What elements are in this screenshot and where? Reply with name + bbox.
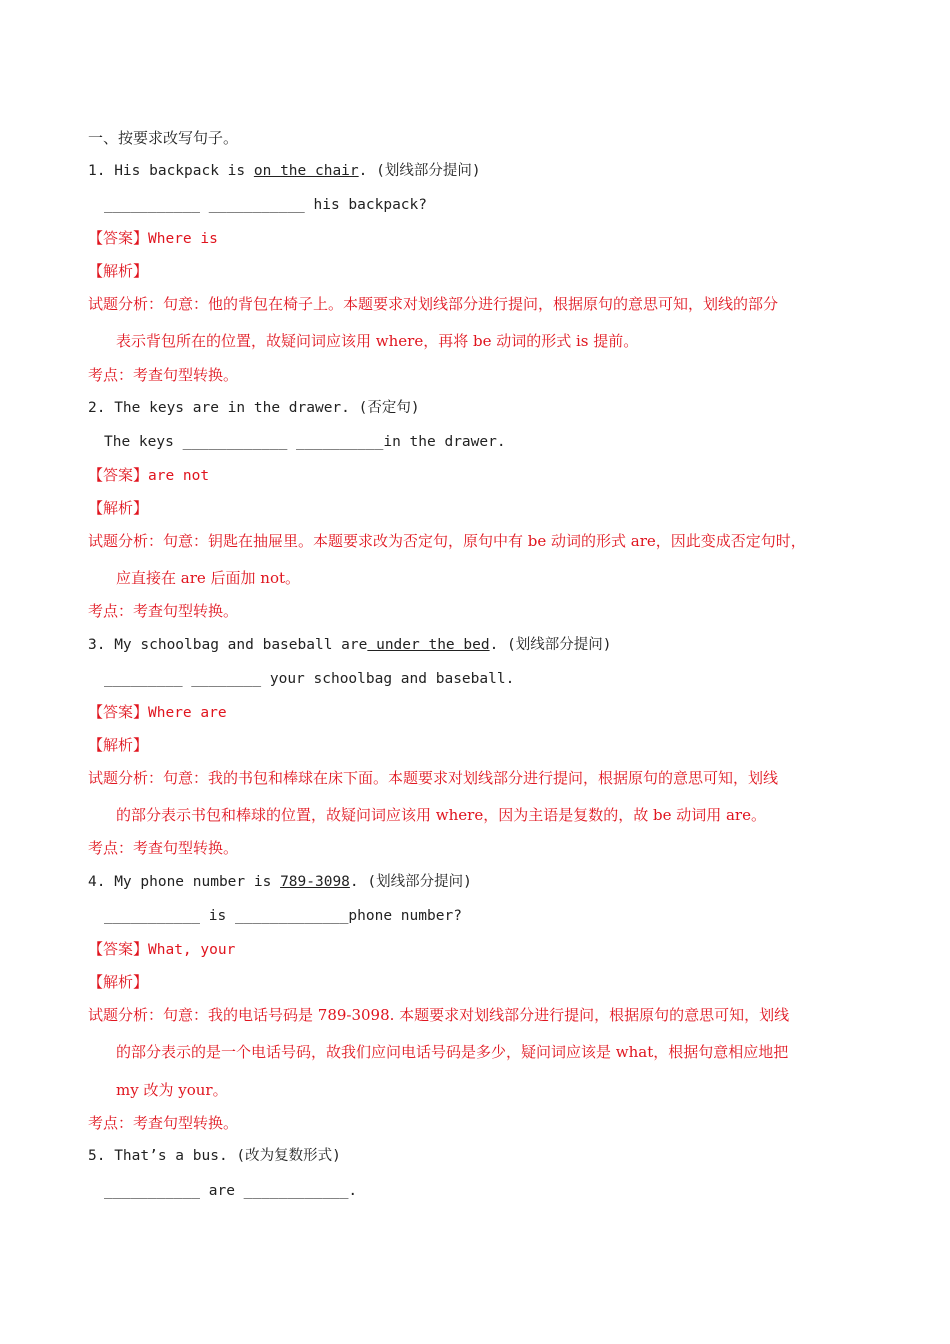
analysis-tag-4: 【解析】	[88, 973, 149, 991]
question-5-blank: ___________ are ____________.	[104, 1183, 358, 1199]
analysis-3-line-1: 试题分析：句意：我的书包和棒球在床下面。本题要求对划线部分进行提问，根据原句的意思可知，划线	[88, 769, 779, 787]
question-5: 5. That’s a bus. (改为复数形式)	[88, 1148, 341, 1164]
analysis-2-line-2: 应直接在 are 后面加 not。	[116, 569, 301, 587]
point-1: 考点：考查句型转换。	[88, 366, 239, 384]
underlined-part: under the bed	[367, 637, 490, 653]
question-1-blank: ___________ ___________ his backpack?	[104, 197, 428, 213]
analysis-2-line-1: 试题分析：句意：钥匙在抽屉里。本题要求改为否定句，原句中有 be 动词的形式 are，因此变成否定句时，	[88, 532, 806, 550]
analysis-tag-1: 【解析】	[88, 262, 149, 280]
answer-4: 【答案】What, your	[88, 940, 236, 958]
section-title: 一、按要求改写句子。	[88, 129, 239, 147]
analysis-4-line-3: my 改为 your。	[116, 1081, 228, 1099]
question-2-blank: The keys ____________ __________in the drawer.	[104, 434, 506, 450]
question-2: 2. The keys are in the drawer. (否定句)	[88, 400, 420, 416]
analysis-1-line-1: 试题分析：句意：他的背包在椅子上。本题要求对划线部分进行提问，根据原句的意思可知，划线的部分	[88, 295, 779, 313]
question-3-blank: _________ ________ your schoolbag and baseball.	[104, 671, 515, 687]
underlined-part: on the chair	[253, 163, 359, 179]
question-3: 3. My schoolbag and baseball are under the bed. (划线部分提问)	[88, 637, 612, 653]
point-2: 考点：考查句型转换。	[88, 602, 239, 620]
answer-1: 【答案】Where is	[88, 229, 218, 247]
point-3: 考点：考查句型转换。	[88, 839, 239, 857]
point-4: 考点：考查句型转换。	[88, 1114, 239, 1132]
answer-3: 【答案】Where are	[88, 703, 227, 721]
question-4: 4. My phone number is 789-3098. (划线部分提问)	[88, 874, 472, 890]
question-1: 1. His backpack is on the chair. (划线部分提问)	[88, 163, 481, 179]
analysis-4-line-2: 的部分表示的是一个电话号码，故我们应问电话号码是多少，疑问词应该是 what，根据句意相应地把	[116, 1043, 789, 1061]
question-4-blank: ___________ is _____________phone number?	[104, 908, 462, 924]
analysis-tag-2: 【解析】	[88, 499, 149, 517]
answer-2: 【答案】are not	[88, 466, 210, 484]
analysis-tag-3: 【解析】	[88, 736, 149, 754]
analysis-4-line-1: 试题分析：句意：我的电话号码是 789-3098. 本题要求对划线部分进行提问，根据原句的意思可知，划线	[88, 1006, 790, 1024]
underlined-part: 789-3098	[280, 874, 350, 890]
analysis-1-line-2: 表示背包所在的位置，故疑问词应该用 where，再将 be 动词的形式 is 提前。	[116, 332, 639, 350]
analysis-3-line-2: 的部分表示书包和棒球的位置，故疑问词应该用 where，因为主语是复数的，故 be 动词用 are。	[116, 806, 766, 824]
